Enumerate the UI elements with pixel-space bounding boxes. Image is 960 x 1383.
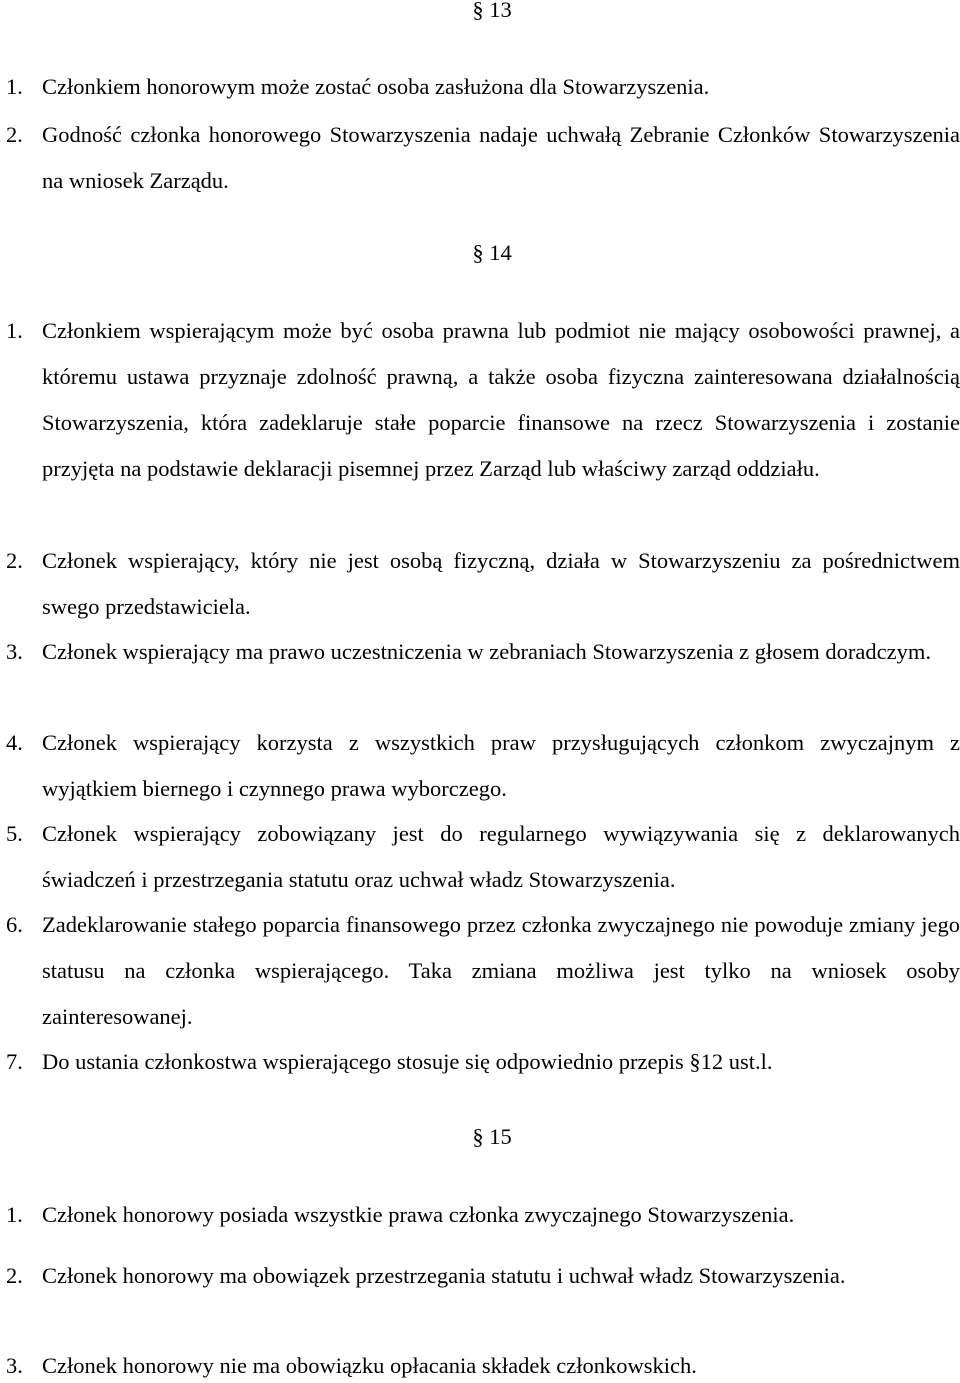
section-heading-13: § 13 <box>472 0 512 22</box>
item-number: 3. <box>6 1353 23 1378</box>
item-text: Członek honorowy nie ma obowiązku opłacania składek członkowskich. <box>42 1353 697 1378</box>
item-number: 2. <box>6 122 23 147</box>
list-item <box>6 720 960 812</box>
item-number: 5. <box>6 821 23 846</box>
item-number: 3. <box>6 639 23 664</box>
list-item <box>6 811 960 903</box>
item-text: Godność członka honorowego Stowarzyszenia nadaje uchwałą Zebranie Członków Stowarzyszenia na wniosek Zarządu. <box>42 122 960 193</box>
item-text: Członek wspierający, który nie jest osobą fizyczną, działa w Stowarzyszeniu za pośrednictwem swego przedstawiciela. <box>42 548 960 619</box>
item-number: 2. <box>6 1263 23 1288</box>
list-item <box>6 538 960 630</box>
item-text: Członek honorowy posiada wszystkie prawa członka zwyczajnego Stowarzyszenia. <box>42 1202 795 1227</box>
item-text: Zadeklarowanie stałego poparcia finansowego przez członka zwyczajnego nie powoduje zmiany jego statusu na członka wspierającego. Taka zmiana możliwa jest tylko na wniosek osoby zainteresowanej. <box>42 912 960 1029</box>
list-item <box>6 1350 960 1382</box>
item-number: 1. <box>6 74 23 99</box>
list-item <box>6 1039 960 1085</box>
item-text: Członek wspierający ma prawo uczestniczenia w zebraniach Stowarzyszenia z głosem doradczym. <box>42 639 931 664</box>
item-text: Do ustania członkostwa wspierającego stosuje się odpowiednio przepis §12 ust.l. <box>42 1049 773 1074</box>
item-number: 1. <box>6 318 23 343</box>
list-item <box>6 629 960 675</box>
item-number: 4. <box>6 730 23 755</box>
item-number: 1. <box>6 1202 23 1227</box>
item-text: Członek wspierający zobowiązany jest do regularnego wywiązywania się z deklarowanych świadczeń i przestrzegania statutu oraz uchwał władz Stowarzyszenia. <box>42 821 960 892</box>
item-number: 7. <box>6 1049 23 1074</box>
list-item <box>6 1260 960 1292</box>
list-item <box>6 902 960 1040</box>
section-heading-15: § 15 <box>472 1124 512 1149</box>
list-item <box>6 112 960 204</box>
item-text: Członek honorowy ma obowiązek przestrzegania statutu i uchwał władz Stowarzyszenia. <box>42 1263 846 1288</box>
section-heading-14: § 14 <box>472 240 512 265</box>
item-text: Członkiem honorowym może zostać osoba zasłużona dla Stowarzyszenia. <box>42 74 710 99</box>
list-item <box>6 308 960 492</box>
list-item <box>6 1199 960 1231</box>
item-text: Członkiem wspierającym może być osoba prawna lub podmiot nie mający osobowości prawnej, a któremu ustawa przyznaje zdolność prawną, a także osoba fizyczna zainteresowana działalnością Stowarzyszenia, która zadeklaruje stałe poparcie finansowe na rzecz Stowarzyszenia i zostanie przyjęta na podstawie deklaracji pisemnej przez Zarząd lub właściwy zarząd oddziału. <box>42 318 960 481</box>
item-number: 6. <box>6 912 23 937</box>
item-number: 2. <box>6 548 23 573</box>
list-item <box>6 64 960 110</box>
item-text: Członek wspierający korzysta z wszystkich praw przysługujących członkom zwyczajnym z wyjątkiem biernego i czynnego prawa wyborczego. <box>42 730 960 801</box>
